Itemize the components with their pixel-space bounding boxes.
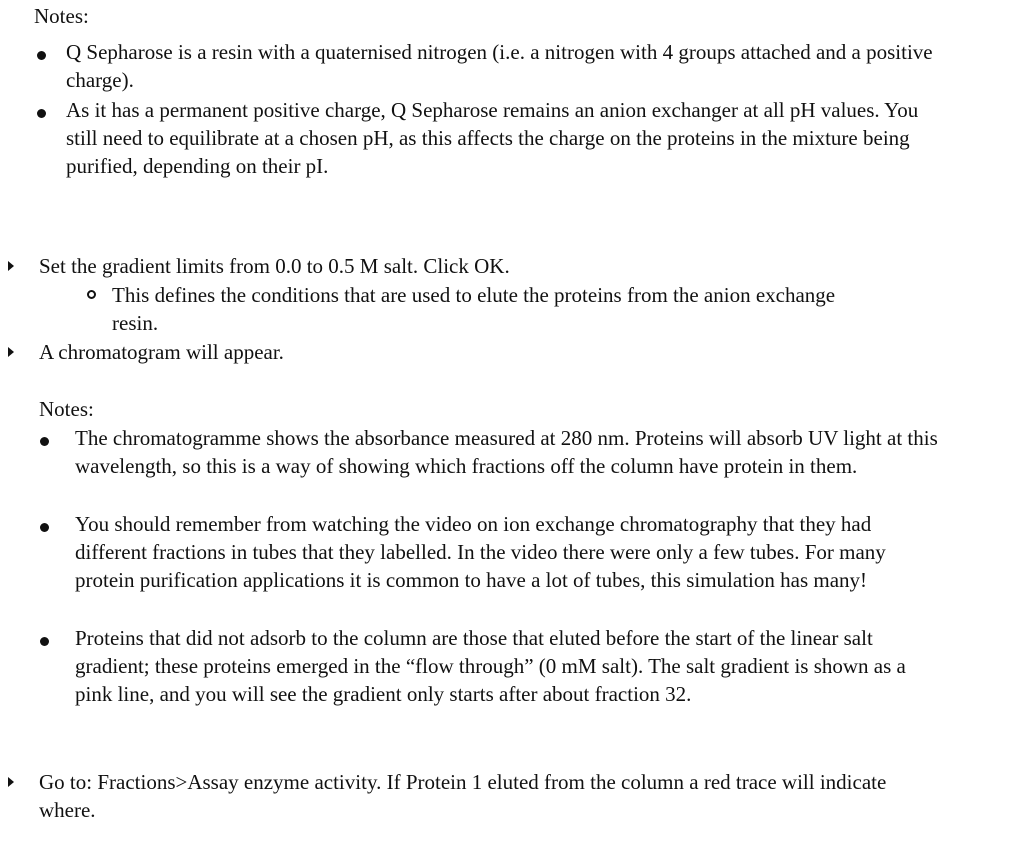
notes-2-bullet-1: The chromatogramme shows the absorbance measured at 280 nm. Proteins will absorb UV light at this wavelength, so this is a way of showing which fractions off the column have protein in them. xyxy=(75,426,938,478)
bullet-icon xyxy=(37,51,46,60)
arrow-bullet-icon xyxy=(8,777,14,787)
clipped-text-fragment xyxy=(66,182,846,190)
step-assay-enzyme: Go to: Fractions>Assay enzyme activity. If Protein 1 eluted from the column a red trace will indicate where. xyxy=(39,770,887,822)
notes-1-bullet-2: As it has a permanent positive charge, Q Sepharose remains an anion exchanger at all pH values. You still need to equilibrate at a chosen pH, as this affects the charge on the proteins in the mixture being purified, depending on their pI. xyxy=(66,98,919,178)
step-chromatogram: A chromatogram will appear. xyxy=(39,340,284,364)
bullet-icon xyxy=(40,523,49,532)
notes-heading-2: Notes: xyxy=(39,397,94,421)
bullet-icon xyxy=(40,637,49,646)
bullet-icon xyxy=(40,437,49,446)
bullet-icon xyxy=(37,109,46,118)
notes-2-bullet-3: Proteins that did not adsorb to the column are those that eluted before the start of the linear salt gradient; these proteins emerged in the “flow through” (0 mM salt). The salt gradient is shown as a pink line, and you will see the gradient only starts after about fraction 32. xyxy=(75,626,906,706)
notes-heading-1: Notes: xyxy=(34,4,89,28)
notes-2-bullet-2: You should remember from watching the video on ion exchange chromatography that they had different fractions in tubes that they labelled. In the video there were only a few tubes. For many protein purification applications it is common to have a lot of tubes, this simulation has many! xyxy=(75,512,886,592)
arrow-bullet-icon xyxy=(8,261,14,271)
step-subitem-conditions: This defines the conditions that are used to elute the proteins from the anion exchange resin. xyxy=(112,283,836,335)
notes-1-bullet-1: Q Sepharose is a resin with a quaternised nitrogen (i.e. a nitrogen with 4 groups attached and a positive charge). xyxy=(66,40,933,92)
circle-bullet-icon xyxy=(87,290,96,299)
step-set-gradient: Set the gradient limits from 0.0 to 0.5 M salt. Click OK. xyxy=(39,254,510,278)
clipped-text-line xyxy=(66,182,846,190)
arrow-bullet-icon xyxy=(8,347,14,357)
